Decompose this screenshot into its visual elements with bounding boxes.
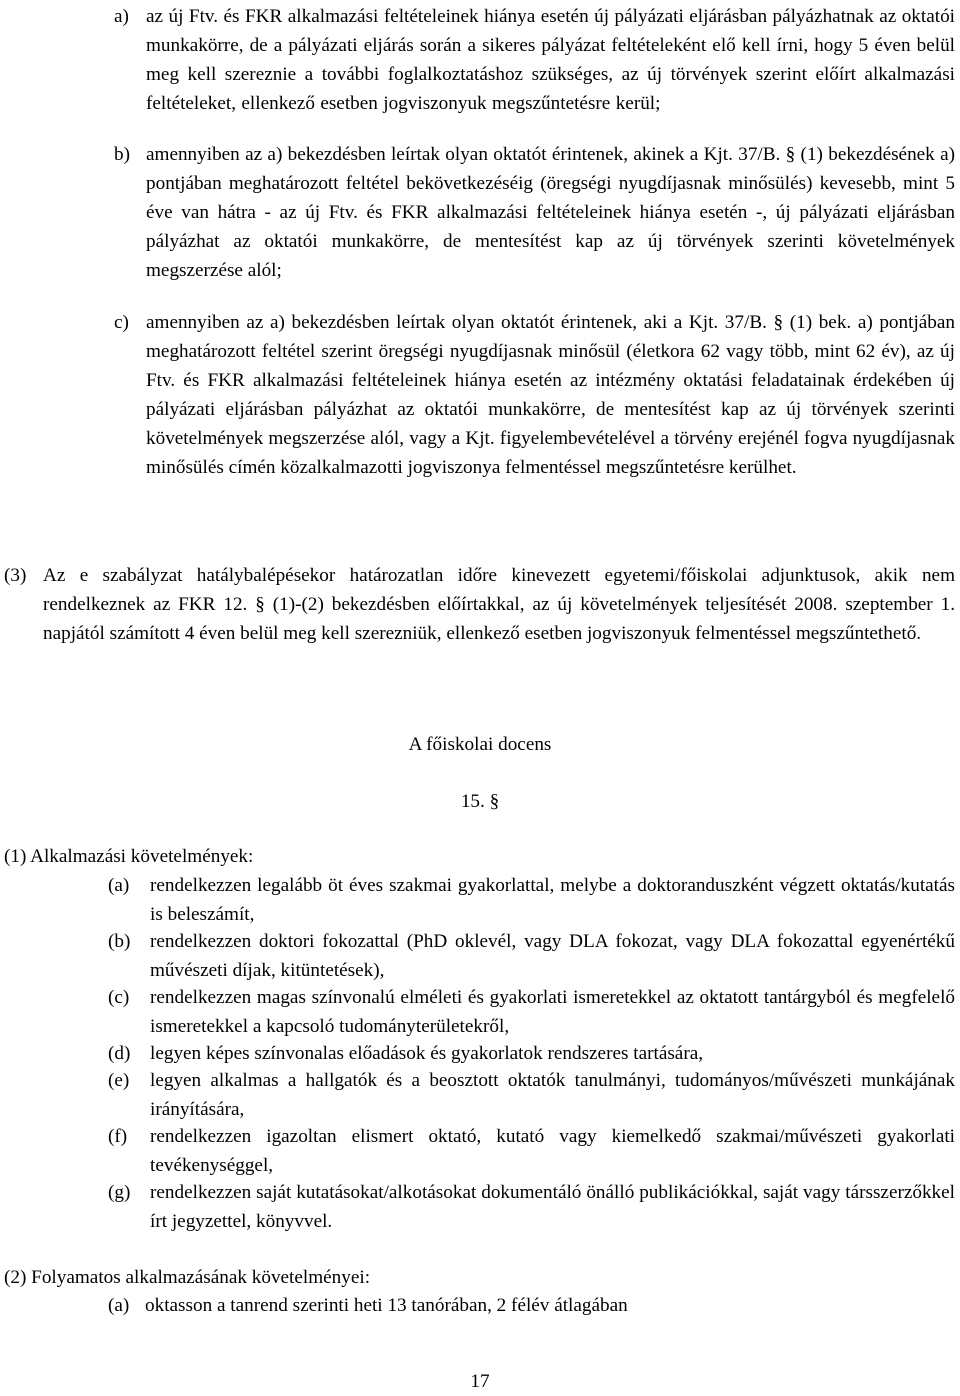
req-d-text: legyen képes színvonalas előadások és gyakorlatok rendszeres tartására, [150, 1043, 704, 1064]
req-b-text: rendelkezzen doktori fokozattal (PhD oklevél, vagy DLA fokozat, vagy DLA fokozattal egyenértékű művészeti díjak, kitüntetések), [150, 931, 955, 981]
req-a-text: rendelkezzen legalább öt éves szakmai gyakorlattal, melybe a doktoranduszként végzett oktatás/kutatás is beleszámít, [150, 875, 955, 925]
section-heading: A főiskolai docens [408, 734, 552, 755]
item-a-text: az új Ftv. és FKR alkalmazási feltételeinek hiánya esetén új pályázati eljárásban pályázhatnak az oktatói munkakörre, de a pályázati eljárás során a sikeres pályázat feltételeként elő kell írni, hogy 5 éven belül meg kell szerezniе a további foglalkoztatáshoz szükséges, az új törvények szerint előírt alkalmazási feltételeket, ellenkező esetben jogviszonyuk megszűntetésre kerül; [146, 6, 955, 114]
req-g-label: (g) [108, 1182, 131, 1203]
req-a-label: (a) [108, 875, 130, 896]
section-number: 15. § [460, 791, 500, 812]
cont-a-text: oktasson a tanrend szerinti heti 13 tanórában, 2 félév átlagában [145, 1295, 628, 1316]
item-a-label: a) [114, 6, 129, 27]
page-number: 17 [470, 1371, 490, 1392]
item-c-label: c) [114, 312, 129, 333]
item-b-label: b) [114, 144, 130, 165]
para3-text: Az e szabályzat hatálybalépésekor határozatlan időre kinevezett egyetemi/főiskolai adjunktusok, akik nem rendelkeznek az FKR 12. § (1)-(2) bekezdésben előírtakkal, az új követelmények teljesítését 2008. szeptember 1. napjától számított 4 éven belül meg kell szerezniük, ellenkező esetben jogviszonyuk felmentéssel megszűntethető. [43, 565, 955, 644]
requirements-title: (1) Alkalmazási követelmények: [4, 846, 254, 867]
req-e-label: (e) [108, 1070, 130, 1091]
item-c-text: amennyiben az a) bekezdésben leírtak olyan oktatót érintenek, aki a Kjt. 37/B. § (1) bek. a) pontjában meghatározott feltétel szerint öregségi nyugdíjasnak minősül (életkora 62 vagy több, mint 62 év), az új Ftv. és FKR alkalmazási feltételeinek hiánya esetén az intézmény oktatási feladatainak érdekében új pályázati eljárásban pályázhat az oktatói munkakörre, de mentesítést kap az új törvények szerinti követelmények megszerzése alól, vagy a Kjt. figyelembevételével a törvény erejénél fogva nyugdíjasnak minősülés címén közalkalmazotti jogviszonya felmentéssel megszűntetésre kerülhet. [146, 312, 955, 478]
req-c-label: (c) [108, 987, 130, 1008]
req-c-text: rendelkezzen magas színvonalú elméleti és gyakorlati ismeretekkel az oktatott tantárgyból és megfelelő ismeretekkel a kapcsoló tudományterületekről, [150, 987, 955, 1037]
item-b-text: amennyiben az a) bekezdésben leírtak olyan oktatót érintenek, akinek a Kjt. 37/B. § (1) bekezdésének a) pontjában meghatározott feltétel bekövetkezéséig (öregségi nyugdíjasnak minősülés) kevesebb, mint 5 éve van hátra - az új Ftv. és FKR alkalmazási feltételeinek hiánya esetén -, új pályázati eljárásban pályázhat az oktatói munkakörre, de mentesítést kap az új törvények szerinti követelmények megszerzése alól; [146, 144, 955, 281]
cont-a-label: (a) [108, 1295, 130, 1316]
para3-label: (3) [4, 565, 27, 586]
req-d-label: (d) [108, 1043, 131, 1064]
req-e-text: legyen alkalmas a hallgatók és a beosztott oktatók tanulmányi, tudományos/művészeti munkájának irányítására, [150, 1070, 955, 1120]
continuous-title: (2) Folyamatos alkalmazásának követelményei: [4, 1267, 371, 1288]
req-b-label: (b) [108, 931, 131, 952]
req-f-label: (f) [108, 1126, 128, 1147]
req-g-text: rendelkezzen saját kutatásokat/alkotásokat dokumentáló önálló publikációkkal, saját vagy társszerzőkkel írt jegyzettel, könyvvel. [150, 1182, 955, 1232]
req-f-text: rendelkezzen igazoltan elismert oktató, kutató vagy kiemelkedő szakmai/művészeti gyakorlati tevékenységgel, [150, 1126, 955, 1176]
